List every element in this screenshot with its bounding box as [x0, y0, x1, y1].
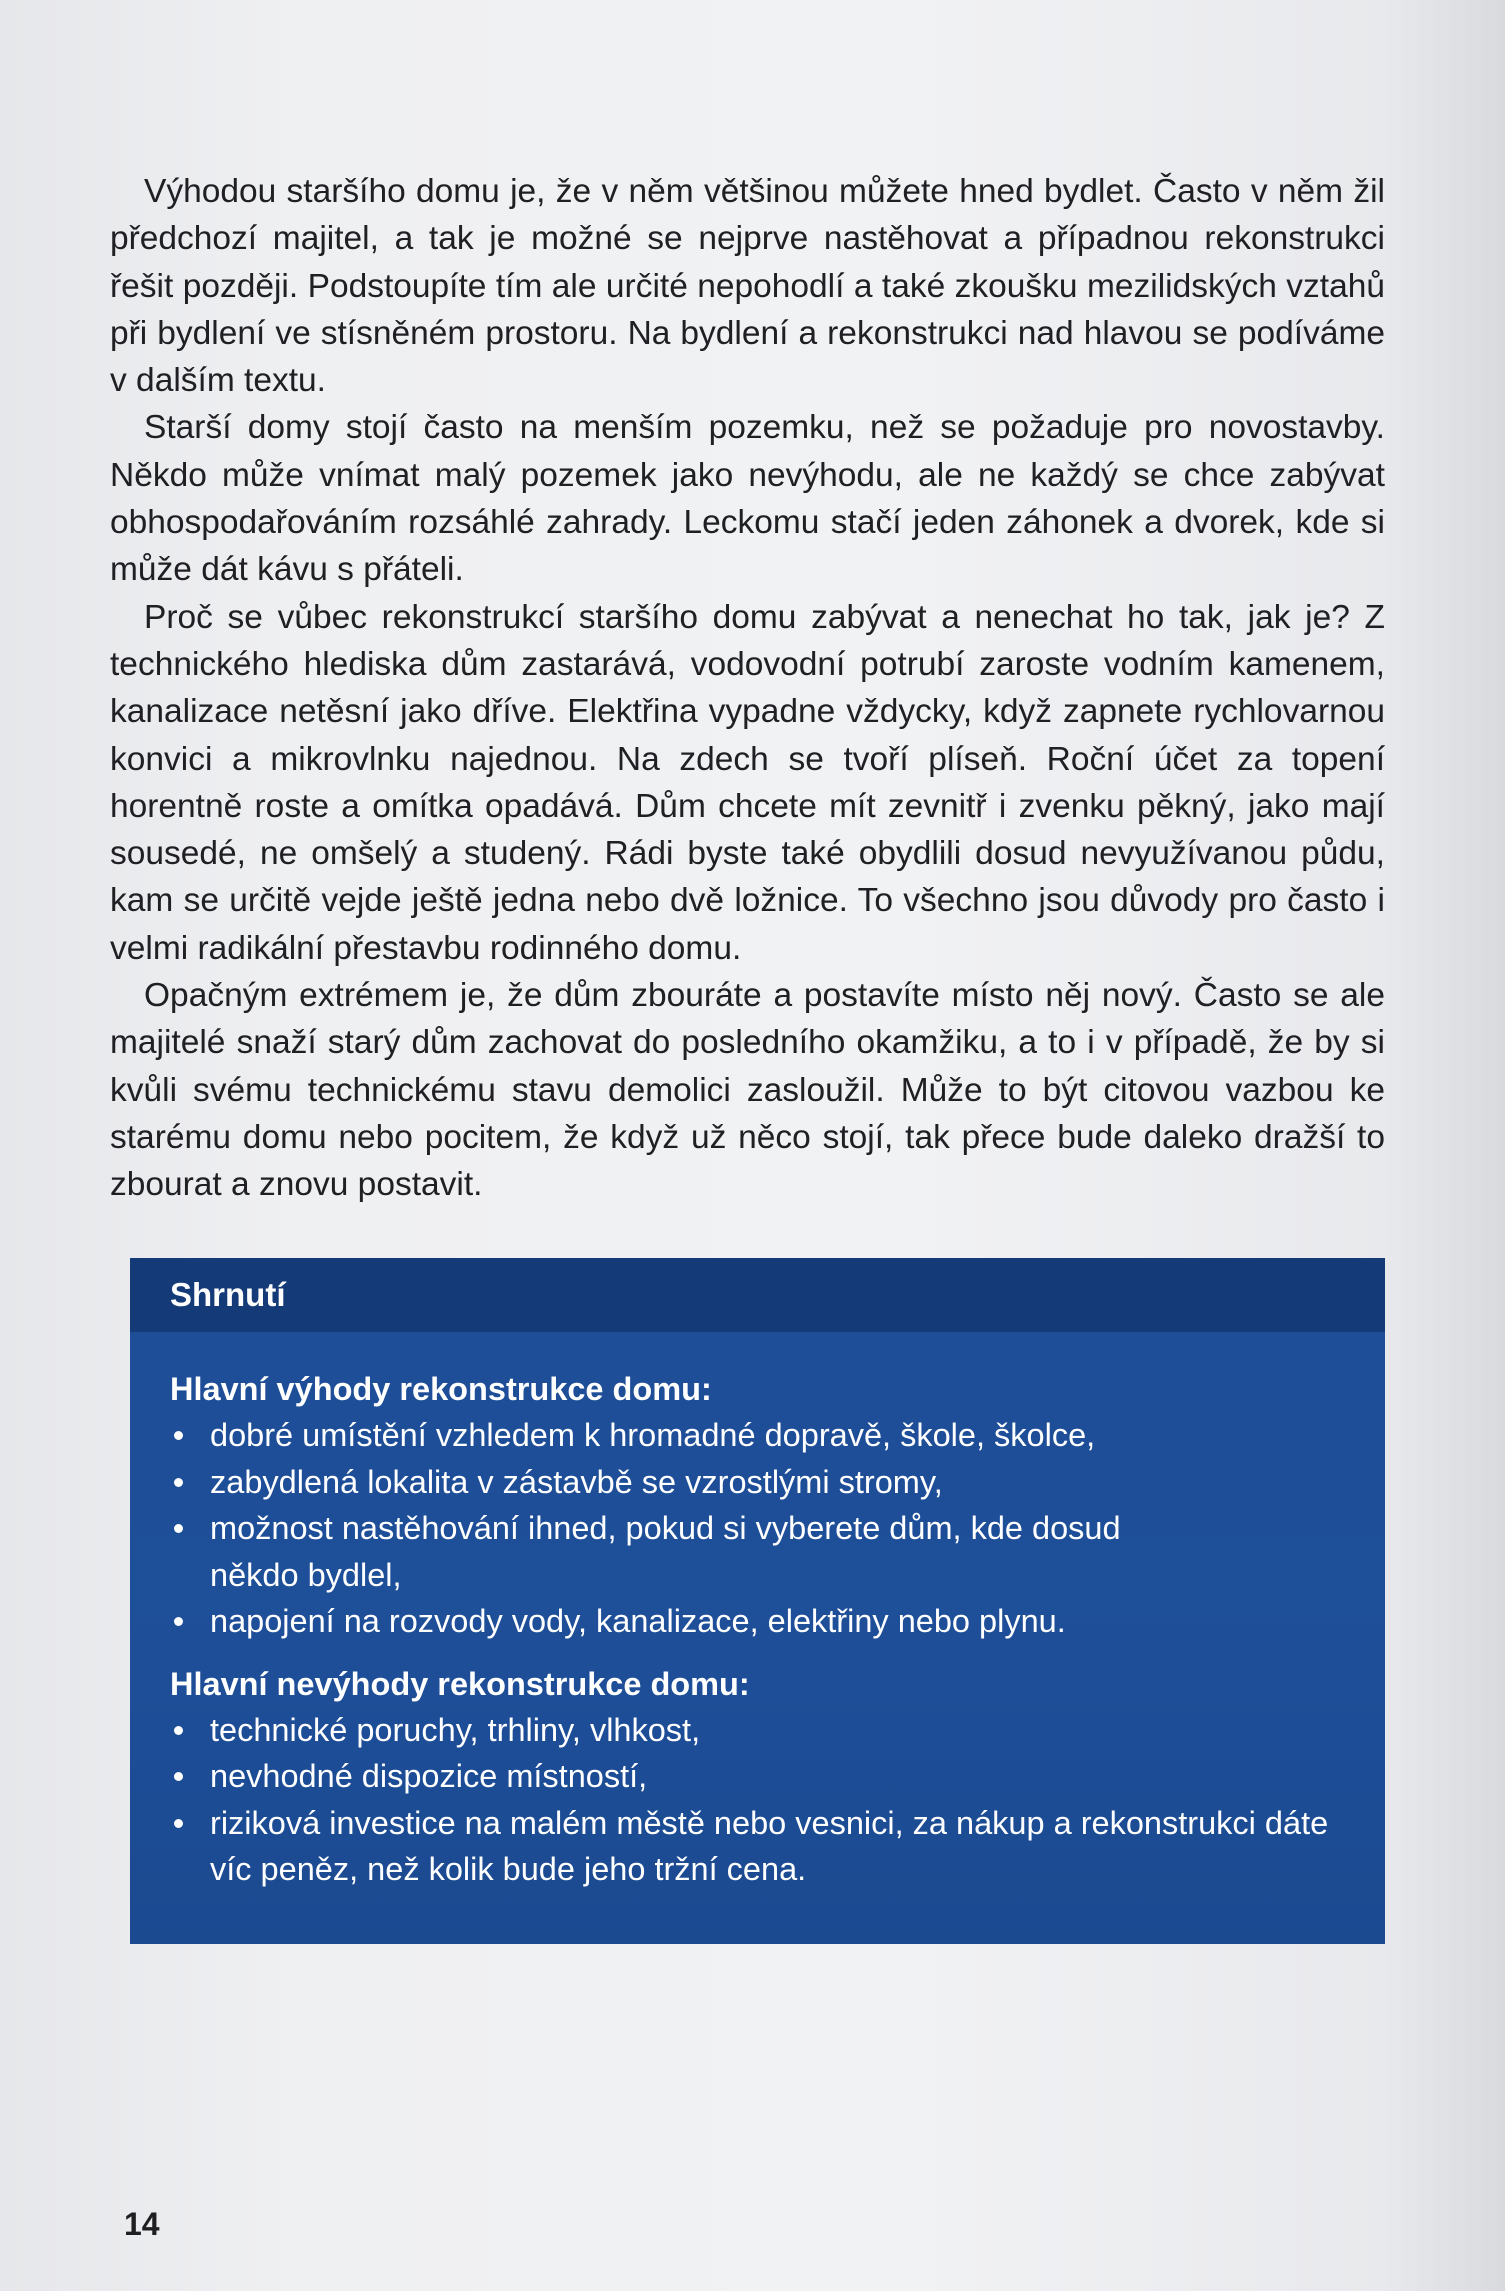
- advantages-list: [170, 1412, 1345, 1645]
- summary-box: [130, 1258, 1385, 1944]
- list-item: riziková investice na malém městě nebo vesnici, za nákup a rekonstrukci dáte víc peněz, než kolik bude jeho tržní cena.: [170, 1800, 1345, 1893]
- disadvantages-heading: Hlavní nevýhody rekonstrukce domu:: [170, 1665, 750, 1702]
- list-item: nevhodné dispozice místností,: [170, 1753, 1345, 1800]
- advantages-heading: Hlavní výhody rekonstrukce domu:: [170, 1371, 712, 1407]
- bullet-icon: [174, 1726, 183, 1735]
- disadvantages-list: [170, 1707, 1345, 1893]
- list-item: dobré umístění vzhledem k hromadné dopravě, škole, školce,: [170, 1412, 1345, 1459]
- bullet-icon: [174, 1524, 183, 1533]
- summary-body: [130, 1332, 1385, 1893]
- bullet-icon: [174, 1617, 183, 1626]
- paragraph: Starší domy stojí často na menším pozemku, než se požaduje pro novostavby. Někdo může vnímat malý pozemek jako nevýhodu, ale ne každý se chce zabývat obhospodařováním rozsáhlé zahrady. Leckomu stačí jeden záhonek a dvorek, kde si může dát kávu s přáteli.: [110, 409, 1385, 589]
- paragraph: Proč se vůbec rekonstrukcí staršího domu zabývat a nenechat ho tak, jak je? Z technického hlediska dům zastarává, vodovodní potrubí zaroste vodním kamenem, kanalizace netěsní jako dříve. Elektřina vypadne vždycky, když zapnete rychlovarnou konvici a mikrovlnku najednou. Na zdech se tvoří plíseň. Roční účet za topení horentně roste a omítka opadává. Dům chcete mít zevnitř i zvenku pěkný, jako mají sousedé, ne omšelý a studený. Rádi byste také obydlili dosud nevyužívanou půdu, kam se určitě vejde ještě jedna nebo dvě ložnice. To všechno jsou důvody pro často i velmi radikální přestavbu rodinného domu.: [110, 598, 1385, 967]
- page-number: 14: [124, 2206, 160, 2242]
- paragraph: Opačným extrémem je, že dům zbouráte a postavíte místo něj nový. Často se ale majitelé snaží starý dům zachovat do posledního okamžiku, a to i v případě, že by si kvůli svému technickému stavu demolici zasloužil. Může to být citovou vazbou ke starému domu nebo pocitem, že když už něco stojí, tak přece bude daleko dražší to zbourat a znovu postavit.: [110, 977, 1385, 1204]
- list-item: napojení na rozvody vody, kanalizace, elektřiny nebo plynu.: [170, 1598, 1345, 1645]
- body-text: [110, 168, 1385, 1209]
- bullet-icon: [174, 1772, 183, 1781]
- bullet-icon: [174, 1431, 183, 1440]
- list-item: zabydlená lokalita v zástavbě se vzrostlými stromy,: [170, 1459, 1345, 1506]
- bullet-icon: [174, 1478, 183, 1487]
- paragraph: Výhodou staršího domu je, že v něm většinou můžete hned bydlet. Často v něm žil předchozí majitel, a tak je možné se nejprve nastěhovat a případnou rekonstrukci řešit později. Podstoupíte tím ale určité nepohodlí a také zkoušku mezilidských vztahů při bydlení ve stísněném prostoru. Na bydlení a rekonstrukci nad hlavou se podíváme v dalším textu.: [110, 173, 1385, 400]
- list-item: možnost nastěhování ihned, pokud si vyberete dům, kde dosud někdo bydlel,: [170, 1505, 1210, 1598]
- list-item: technické poruchy, trhliny, vlhkost,: [170, 1707, 1345, 1754]
- summary-title: Shrnutí: [130, 1258, 1385, 1332]
- bullet-icon: [174, 1819, 183, 1828]
